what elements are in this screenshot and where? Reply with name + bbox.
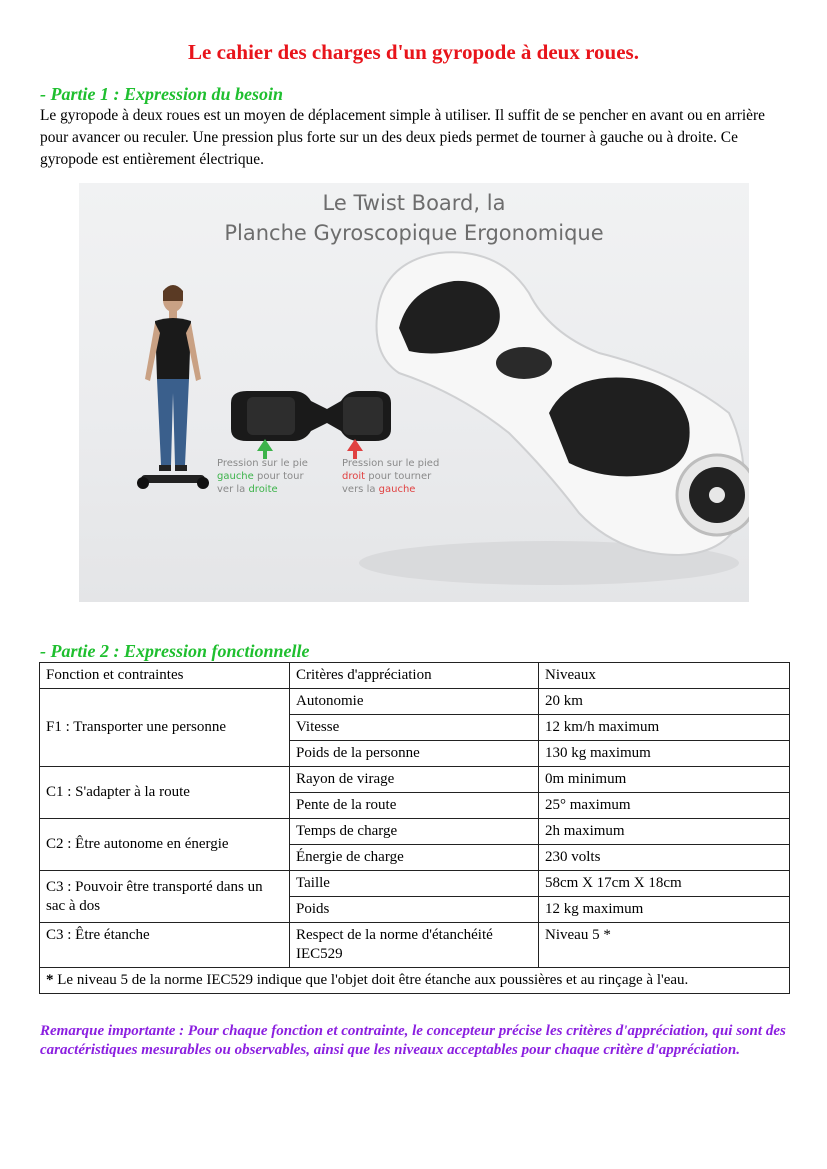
criterion-cell: Respect de la norme d'étanchéité IEC529 — [290, 923, 539, 968]
level-cell: Niveau 5 * — [539, 923, 790, 968]
caption-right-word-droit: droit — [342, 471, 366, 482]
header-function: Fonction et contraintes — [40, 663, 290, 689]
criterion-cell: Autonomie — [290, 689, 539, 715]
level-cell: 25° maximum — [539, 793, 790, 819]
caption-right-word-gauche: gauche — [378, 484, 416, 495]
criterion-cell: Temps de charge — [290, 819, 539, 845]
table-row — [40, 923, 790, 968]
function-cell: C1 : S'adapter à la route — [40, 767, 290, 819]
caption-left-line3 — [217, 483, 308, 496]
table-row — [40, 689, 790, 715]
caption-left-line1: Pression sur le pie — [217, 458, 308, 469]
caption-right-line1: Pression sur le pied — [342, 458, 440, 469]
caption-left-line2-rest: pour tour — [253, 471, 304, 482]
figure-title-line1: Le Twist Board, la — [322, 191, 506, 215]
criterion-cell: Pente de la route — [290, 793, 539, 819]
caption-left-word-droite: droite — [248, 484, 278, 495]
level-cell: 230 volts — [539, 845, 790, 871]
function-cell: C3 : Pouvoir être transporté dans un sac à dos — [40, 871, 290, 923]
person-illustration — [137, 285, 209, 489]
caption-left-line3-start: ver la — [217, 484, 249, 495]
level-cell: 58cm X 17cm X 18cm — [539, 871, 790, 897]
table-footnote — [40, 968, 790, 994]
figure-title-line2: Planche Gyroscopique Ergonomique — [224, 221, 604, 245]
caption-right-line2-rest: pour tourner — [365, 471, 432, 482]
criterion-cell: Taille — [290, 871, 539, 897]
criterion-cell: Vitesse — [290, 715, 539, 741]
level-cell: 12 km/h maximum — [539, 715, 790, 741]
level-cell: 0m minimum — [539, 767, 790, 793]
table-footnote-row — [40, 968, 790, 994]
spec-table — [39, 662, 790, 994]
table-row — [40, 871, 790, 897]
caption-right — [342, 457, 439, 496]
function-cell: F1 : Transporter une personne — [40, 689, 290, 767]
part1-text: Le gyropode à deux roues est un moyen de déplacement simple à utiliser. Il suffit de se pencher en avant ou en arrière pour avancer ou reculer. Une pression plus forte sur un des deux pieds permet de tourner à gauche ou à droite. Ce gyropode est entièrement électrique. — [40, 107, 765, 168]
page-title: Le cahier des charges d'un gyropode à deux roues. — [188, 40, 639, 64]
criterion-cell: Poids — [290, 897, 539, 923]
footnote-star: * — [46, 972, 54, 988]
figure-illustration — [79, 183, 749, 602]
level-cell: 2h maximum — [539, 819, 790, 845]
hoverboard-figure — [79, 183, 749, 602]
top-view-board — [231, 391, 391, 459]
function-cell: C3 : Être étanche — [40, 923, 290, 968]
caption-left-word-gauche: gauche — [217, 471, 254, 482]
level-cell: 12 kg maximum — [539, 897, 790, 923]
table-row — [40, 767, 790, 793]
caption-left-line2 — [217, 470, 308, 483]
table-row — [40, 819, 790, 845]
criterion-cell: Poids de la personne — [290, 741, 539, 767]
table-header-row — [40, 663, 790, 689]
caption-right-line3-start: vers la — [342, 484, 379, 495]
part2-heading: - Partie 2 : Expression fonctionnelle — [40, 641, 310, 661]
hoverboard-photo — [359, 252, 749, 585]
criterion-cell: Énergie de charge — [290, 845, 539, 871]
important-remark: Remarque importante : Pour chaque fonction et contrainte, le concepteur précise les critères d'appréciation, qui sont des caractéristiques mesurables ou observables, ainsi que les niveaux acceptables pour chaque critère d'appréciation. — [40, 1023, 786, 1058]
level-cell: 20 km — [539, 689, 790, 715]
caption-right-line3 — [342, 483, 439, 496]
caption-right-line2 — [342, 470, 439, 483]
function-cell: C2 : Être autonome en énergie — [40, 819, 290, 871]
header-level: Niveaux — [539, 663, 790, 689]
header-criterion: Critères d'appréciation — [290, 663, 539, 689]
criterion-cell: Rayon de virage — [290, 767, 539, 793]
part1-heading: - Partie 1 : Expression du besoin — [40, 84, 284, 104]
caption-left — [217, 457, 308, 496]
level-cell: 130 kg maximum — [539, 741, 790, 767]
footnote-text: Le niveau 5 de la norme IEC529 indique que l'objet doit être étanche aux poussières et au rinçage à l'eau. — [53, 972, 689, 988]
